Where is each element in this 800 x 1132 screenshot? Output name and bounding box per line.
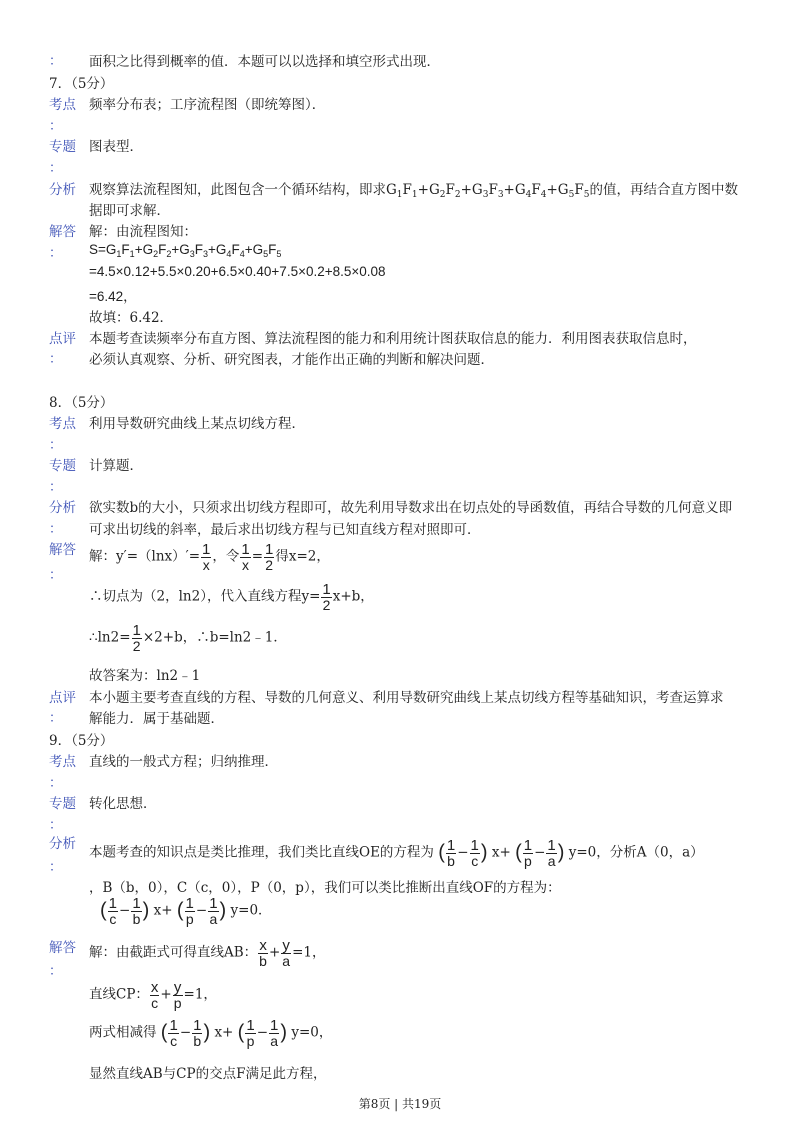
label-colon: ： [49, 818, 63, 833]
question-number: 9．（5分） [49, 733, 114, 749]
label-colon: ： [49, 480, 63, 495]
page-footer: 第8页 | 共19页 [358, 1097, 442, 1111]
fenxi-label: 分析 [49, 500, 76, 516]
dianping-text: 必须认真观察、分析、研究图表，才能作出正确的判断和解决问题． [89, 352, 494, 368]
question-number: 7．（5分） [49, 76, 114, 92]
intro-text: 面积之比得到概率的值．本题可以以选择和填空形式出现． [89, 54, 440, 70]
zhuanti-text: 图表型． [89, 139, 143, 155]
zhuanti-text: 转化思想． [89, 796, 157, 812]
jieda-formula: $S=G_1F_1+G_2F_2+G_3F_3+G_4F_4+G_5F_5$ [89, 242, 282, 259]
fenxi-formula: ( $\frac{1}{c}$ − $\frac{1}{b}$ ) x+ ( $\frac{1}{p}$ − $\frac{1}{a}$ ) y=0． [100, 895, 272, 927]
jieda-text: 故答案为：ln2﹣1 [89, 668, 201, 684]
label-colon: ： [49, 711, 63, 726]
kaodian-text: 直线的一般式方程；归纳推理． [89, 754, 278, 770]
jieda-formula: 解：由截距式可得直线AB： $\frac{x}{b}$ + $\frac{y}{a}$ =1， [89, 937, 326, 969]
jieda-formula: =4.5×0.12+5.5×0.20+6.5×0.40+7.5×0.2+8.5×0.08 [89, 264, 386, 279]
dianping-text: 本题考查读频率分布直方图、算法流程图的能力和利用统计图获取信息的能力．利用图表获取信息时， [89, 331, 697, 347]
label-colon: ： [49, 568, 63, 583]
zhuanti-label: 专题 [49, 139, 76, 155]
kaodian-text: 频率分布表；工序流程图（即统筹图）． [89, 97, 326, 113]
fenxi-label: 分析 [49, 182, 76, 198]
dianping-label: 点评 [49, 690, 76, 706]
jieda-formula: 两式相减得 ( $\frac{1}{c}$ − $\frac{1}{b}$ ) x+ ( $\frac{1}{p}$ − $\frac{1}{a}$ ) y=0， [89, 1017, 333, 1049]
label-colon: ： [49, 438, 63, 453]
jieda-text: 显然直线AB与CP的交点F满足此方程， [89, 1066, 327, 1082]
zhuanti-label: 专题 [49, 458, 76, 474]
jieda-text: 解：由流程图知： [89, 224, 197, 240]
label-colon: ： [49, 776, 63, 791]
kaodian-label: 考点 [49, 754, 76, 770]
dianping-text: 解能力．属于基础题． [89, 711, 224, 727]
kaodian-label: 考点 [49, 97, 76, 113]
kaodian-label: 考点 [49, 416, 76, 432]
fenxi-text: 欲实数b的大小，只须求出切线方程即可，故先利用导数求出在切点处的导函数值，再结合导数的几何意义即 [89, 500, 733, 516]
jieda-label: 解答 [49, 542, 76, 558]
jieda-text: 故填：6.42． [89, 310, 174, 326]
fenxi-label: 分析 [49, 836, 76, 852]
jieda-formula: ∴切点为（2，ln2），代入直线方程y= $\frac{1}{2}$ x+b， [89, 581, 374, 613]
jieda-formula: =6.42， [89, 289, 137, 304]
zhuanti-label: 专题 [49, 796, 76, 812]
label-colon: ： [49, 54, 63, 69]
jieda-label: 解答 [49, 940, 76, 956]
fenxi-text: ，B（b，0），C（c，0），P（0，p），我们可以类比推断出直线OF的方程为： [89, 880, 561, 896]
zhuanti-text: 计算题． [89, 458, 143, 474]
fenxi-text: 可求出切线的斜率，最后求出切线方程与已知直线方程对照即可． [89, 522, 481, 538]
fenxi-text: 观察算法流程图知，此图包含一个循环结构，即求$G_1F_1+G_2F_2+G_3F_3+G_4F_4+G_5F_5$的值，再结合直方图中数 [89, 182, 738, 200]
jieda-formula: ∴ln2= $\frac{1}{2}$ ×2+b，∴b=ln2﹣1． [89, 622, 287, 654]
label-colon: ： [49, 246, 63, 261]
label-colon: ： [49, 964, 63, 979]
dianping-text: 本小题主要考查直线的方程、导数的几何意义、利用导数研究曲线上某点切线方程等基础知识，考查运算求 [89, 690, 724, 706]
jieda-label: 解答 [49, 224, 76, 240]
jieda-formula: 直线CP： $\frac{x}{c}$ + $\frac{y}{p}$ =1， [89, 979, 217, 1011]
question-number: 8．（5分） [49, 395, 114, 411]
label-colon: ： [49, 119, 63, 134]
label-colon: ： [49, 860, 63, 875]
fenxi-text: 据即可求解． [89, 203, 170, 219]
jieda-formula: 解：y′=（lnx）′= $\frac{1}{x}$ ，令 $\frac{1}{x}$ = $\frac{1}{2}$ 得x=2， [89, 541, 330, 573]
label-colon: ： [49, 352, 63, 367]
label-colon: ： [49, 161, 63, 176]
label-colon: ： [49, 522, 63, 537]
kaodian-text: 利用导数研究曲线上某点切线方程． [89, 416, 305, 432]
fenxi-formula: 本题考查的知识点是类比推理，我们类比直线OE的方程为 ( $\frac{1}{b}$ − $\frac{1}{c}$ ) x+ ( $\frac{1}{p}$ − $\frac{1}{a}$ ) y=0，分析A（0，a） [89, 837, 704, 869]
dianping-label: 点评 [49, 331, 76, 347]
